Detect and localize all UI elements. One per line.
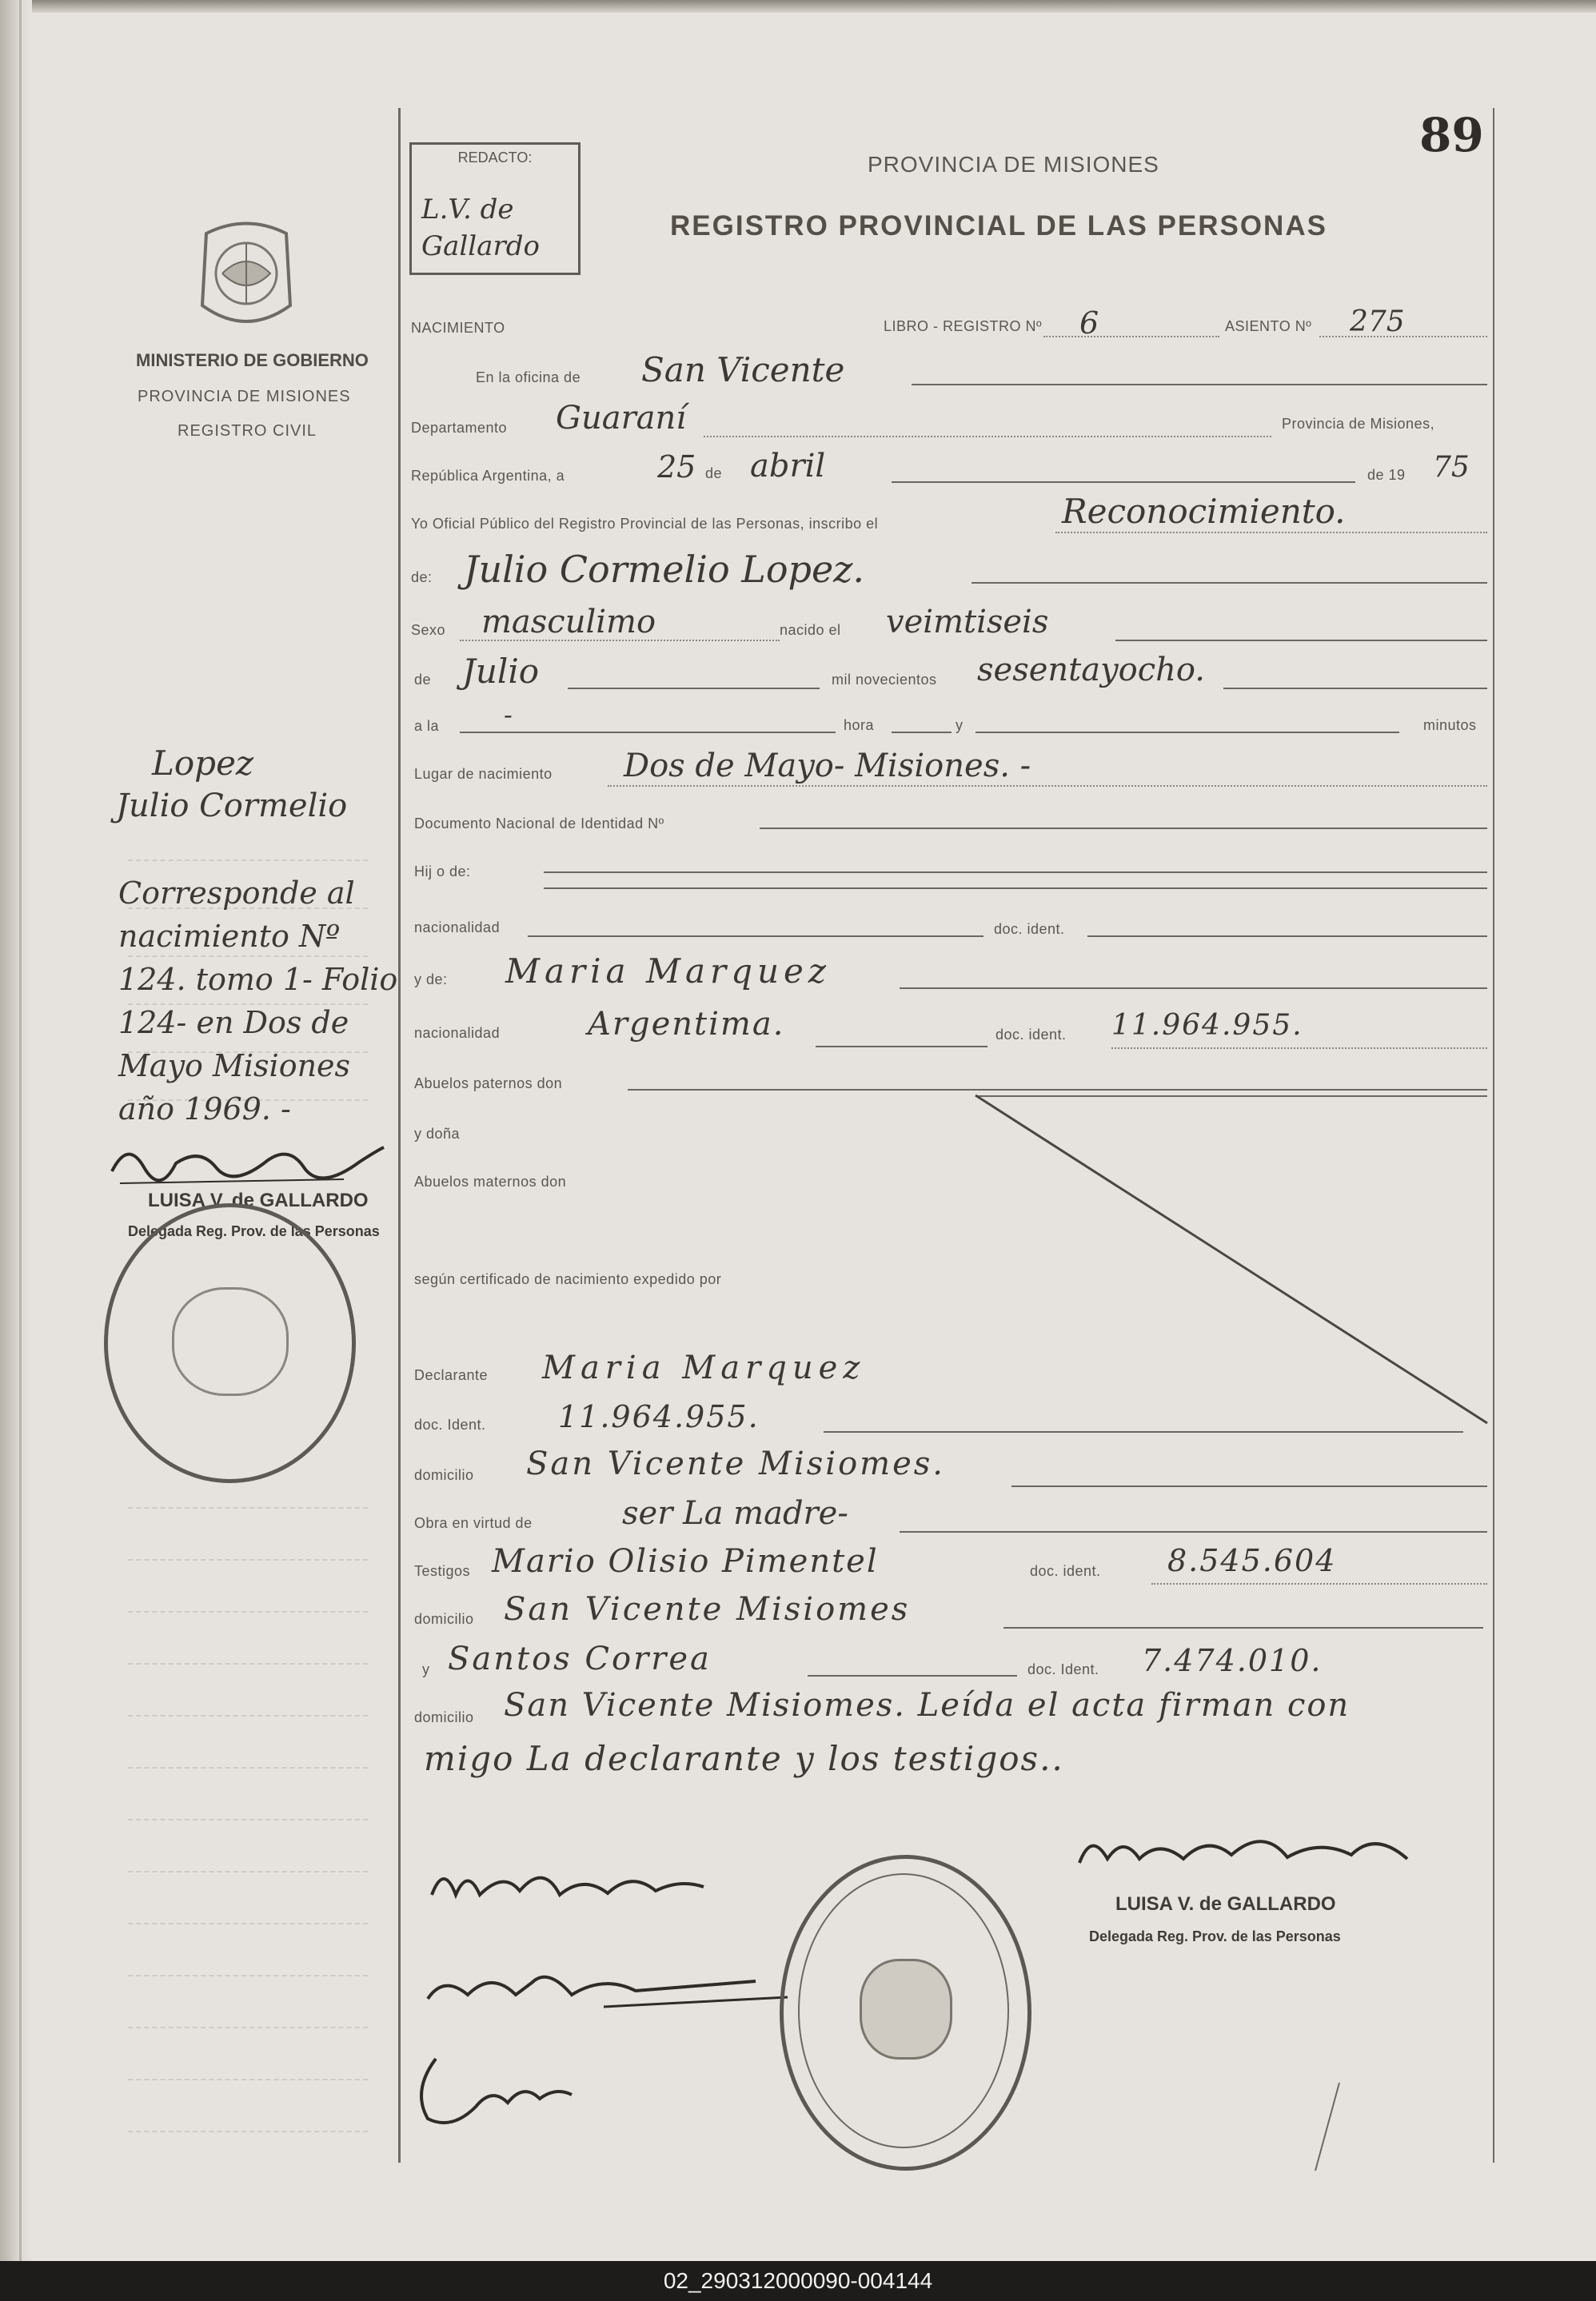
mil-label: mil novecientos <box>832 672 937 688</box>
oficina-label: En la oficina de <box>476 369 581 385</box>
nacimiento-label: NACIMIENTO <box>411 320 505 336</box>
page-left-edge <box>0 0 32 2261</box>
doc-ident2-value: 11.964.955. <box>1111 1009 1303 1042</box>
mes-value: abril <box>750 448 826 485</box>
mes-nac-value: Julio <box>462 652 540 691</box>
lugar-label: Lugar de nacimiento <box>414 766 553 782</box>
departamento-label: Departamento <box>411 420 508 436</box>
doc-t2-value: 7.474.010. <box>1142 1643 1323 1678</box>
registry-oval-stamp <box>780 1855 1031 2171</box>
lugar-value: Dos de Mayo- Misiones. - <box>624 748 1031 784</box>
margin-name2: Julio Cormelio <box>116 788 348 824</box>
testigo1-signature <box>420 1951 796 2023</box>
right-stamp-title: Delegada Reg. Prov. de las Personas <box>1089 1928 1341 1944</box>
left-stamp-title: Delegada Reg. Prov. de las Personas <box>128 1223 380 1239</box>
acto-value: Reconocimiento. <box>1062 492 1346 531</box>
margin-note-line: Corresponde al <box>118 875 355 911</box>
domicilio2-value: San Vicente Misiomes <box>504 1591 911 1628</box>
official-signature <box>1071 1819 1431 1891</box>
y2-label: y <box>422 1661 430 1677</box>
doc-t2-label: doc. Ident. <box>1027 1661 1099 1677</box>
abuelos-paternos-label: Abuelos paternos don <box>414 1075 563 1091</box>
dia-value: 25 <box>657 449 696 485</box>
coat-of-arms-icon <box>190 217 302 337</box>
redacto-box <box>409 142 581 275</box>
doc-ident1-label: doc. ident. <box>994 921 1065 937</box>
y-de-label: y de: <box>414 971 448 987</box>
provincia-suffix: Provincia de Misiones, <box>1282 416 1435 432</box>
redacto-value: L.V. de Gallardo <box>421 193 540 262</box>
republica-label: República Argentina, a <box>411 468 565 484</box>
margin-name1: Lopez <box>152 744 254 783</box>
page-number: 89 <box>1419 108 1484 162</box>
asiento-label: ASIENTO Nº <box>1225 318 1312 334</box>
hora-value: - <box>504 700 513 730</box>
margin-note-lines <box>118 871 397 1131</box>
declarante-signature <box>424 1855 728 1919</box>
doc-decl-value: 11.964.955. <box>558 1399 760 1434</box>
oficina-value: San Vicente <box>641 350 845 389</box>
margin-note-line: año 1969. - <box>118 1091 291 1127</box>
y-label: y <box>956 717 964 733</box>
testigo2-value: Santos Correa <box>448 1641 712 1677</box>
domicilio3-value: San Vicente Misiomes. Leída el acta firman con <box>504 1687 1351 1724</box>
registry-heading: REGISTRO PROVINCIAL DE LAS PERSONAS <box>670 210 1327 241</box>
testigos-label: Testigos <box>414 1563 471 1579</box>
declarante-value: Maria Marquez <box>542 1350 866 1386</box>
nacionalidad2-value: Argentima. <box>588 1006 785 1043</box>
hijo-label: Hij o de: <box>414 863 471 879</box>
cancel-diagonal <box>972 1091 1491 1427</box>
binding-line <box>19 0 22 2261</box>
domicilio1-value: San Vicente Misiomes. <box>526 1446 945 1482</box>
hora-label: hora <box>844 717 875 733</box>
nacionalidad1-label: nacionalidad <box>414 919 501 935</box>
a-la-label: a la <box>414 718 440 734</box>
left-oval-stamp <box>104 1203 356 1483</box>
left-stamp-name: LUISA V. de GALLARDO <box>148 1190 369 1211</box>
madre-value: Maria Marquez <box>505 951 831 991</box>
nacido-label: nacido el <box>780 622 841 638</box>
departamento-value: Guaraní <box>556 400 687 437</box>
declarante-label: Declarante <box>414 1367 489 1383</box>
frame-left-line <box>398 108 401 2163</box>
margin-signature <box>104 1131 392 1195</box>
anio-nac-value: sesentayocho. <box>977 652 1206 688</box>
testigo1-value: Mario Olisio Pimentel <box>492 1543 879 1580</box>
domicilio3-label: domicilio <box>414 1709 474 1725</box>
domicilio2-label: domicilio <box>414 1611 474 1627</box>
margin-note-line: nacimiento Nº <box>118 919 341 954</box>
seal-ministry: MINISTERIO DE GOBIERNO <box>136 350 369 370</box>
doc-t1-label: doc. ident. <box>1030 1563 1101 1579</box>
minutos-label: minutos <box>1423 717 1477 733</box>
domicilio1-label: domicilio <box>414 1467 474 1483</box>
testigo2-signature <box>404 2043 580 2131</box>
nacionalidad2-label: nacionalidad <box>414 1025 501 1041</box>
doc-t1-value: 8.545.604 <box>1167 1543 1337 1578</box>
certificado-label: según certificado de nacimiento expedido por <box>414 1271 722 1287</box>
right-stamp-name: LUISA V. de GALLARDO <box>1115 1893 1336 1915</box>
abuelos-maternos-label: Abuelos maternos don <box>414 1174 567 1190</box>
libro-value: 6 <box>1079 305 1099 341</box>
seal-province: PROVINCIA DE MISIONES <box>138 388 351 405</box>
asiento-value: 275 <box>1350 305 1405 338</box>
obra-value: ser La madre- <box>622 1495 848 1532</box>
margin-note-line: 124. tomo 1- Folio <box>118 962 398 997</box>
y-dona-label: y doña <box>414 1126 461 1142</box>
dni-label: Documento Nacional de Identidad Nº <box>414 816 664 831</box>
page-top-edge <box>0 0 1596 13</box>
sexo-value: masculimo <box>481 604 656 640</box>
image-id-footer: 02_290312000090-004144 <box>0 2261 1596 2301</box>
libro-label: LIBRO - REGISTRO Nº <box>884 318 1043 334</box>
sexo-label: Sexo <box>411 622 446 638</box>
oficial-text: Yo Oficial Público del Registro Provincial de las Personas, inscribo el <box>411 516 879 532</box>
doc-ident2-label: doc. ident. <box>996 1027 1067 1043</box>
seal-civil: REGISTRO CIVIL <box>178 422 317 440</box>
de-label: de <box>705 465 723 481</box>
closing-value: migo La declarante y los testigos.. <box>424 1739 1064 1778</box>
stray-mark <box>1311 2079 1343 2175</box>
redacto-label: REDACTO: <box>457 150 533 165</box>
province-heading: PROVINCIA DE MISIONES <box>868 152 1159 177</box>
doc-decl-label: doc. Ident. <box>414 1417 486 1433</box>
nacido-value: veimtiseis <box>886 604 1049 640</box>
de-persona-label: de: <box>411 569 433 585</box>
anio-value: 75 <box>1433 451 1470 484</box>
margin-note-line: 124- en Dos de <box>118 1005 349 1040</box>
persona-value: Julio Cormelio Lopez. <box>464 548 865 591</box>
de-mes-label: de <box>414 672 432 688</box>
anio-prefix: de 19 <box>1367 467 1406 483</box>
margin-note-line: Mayo Misiones <box>118 1048 351 1083</box>
obra-label: Obra en virtud de <box>414 1515 533 1531</box>
frame-right-line <box>1493 108 1494 2163</box>
